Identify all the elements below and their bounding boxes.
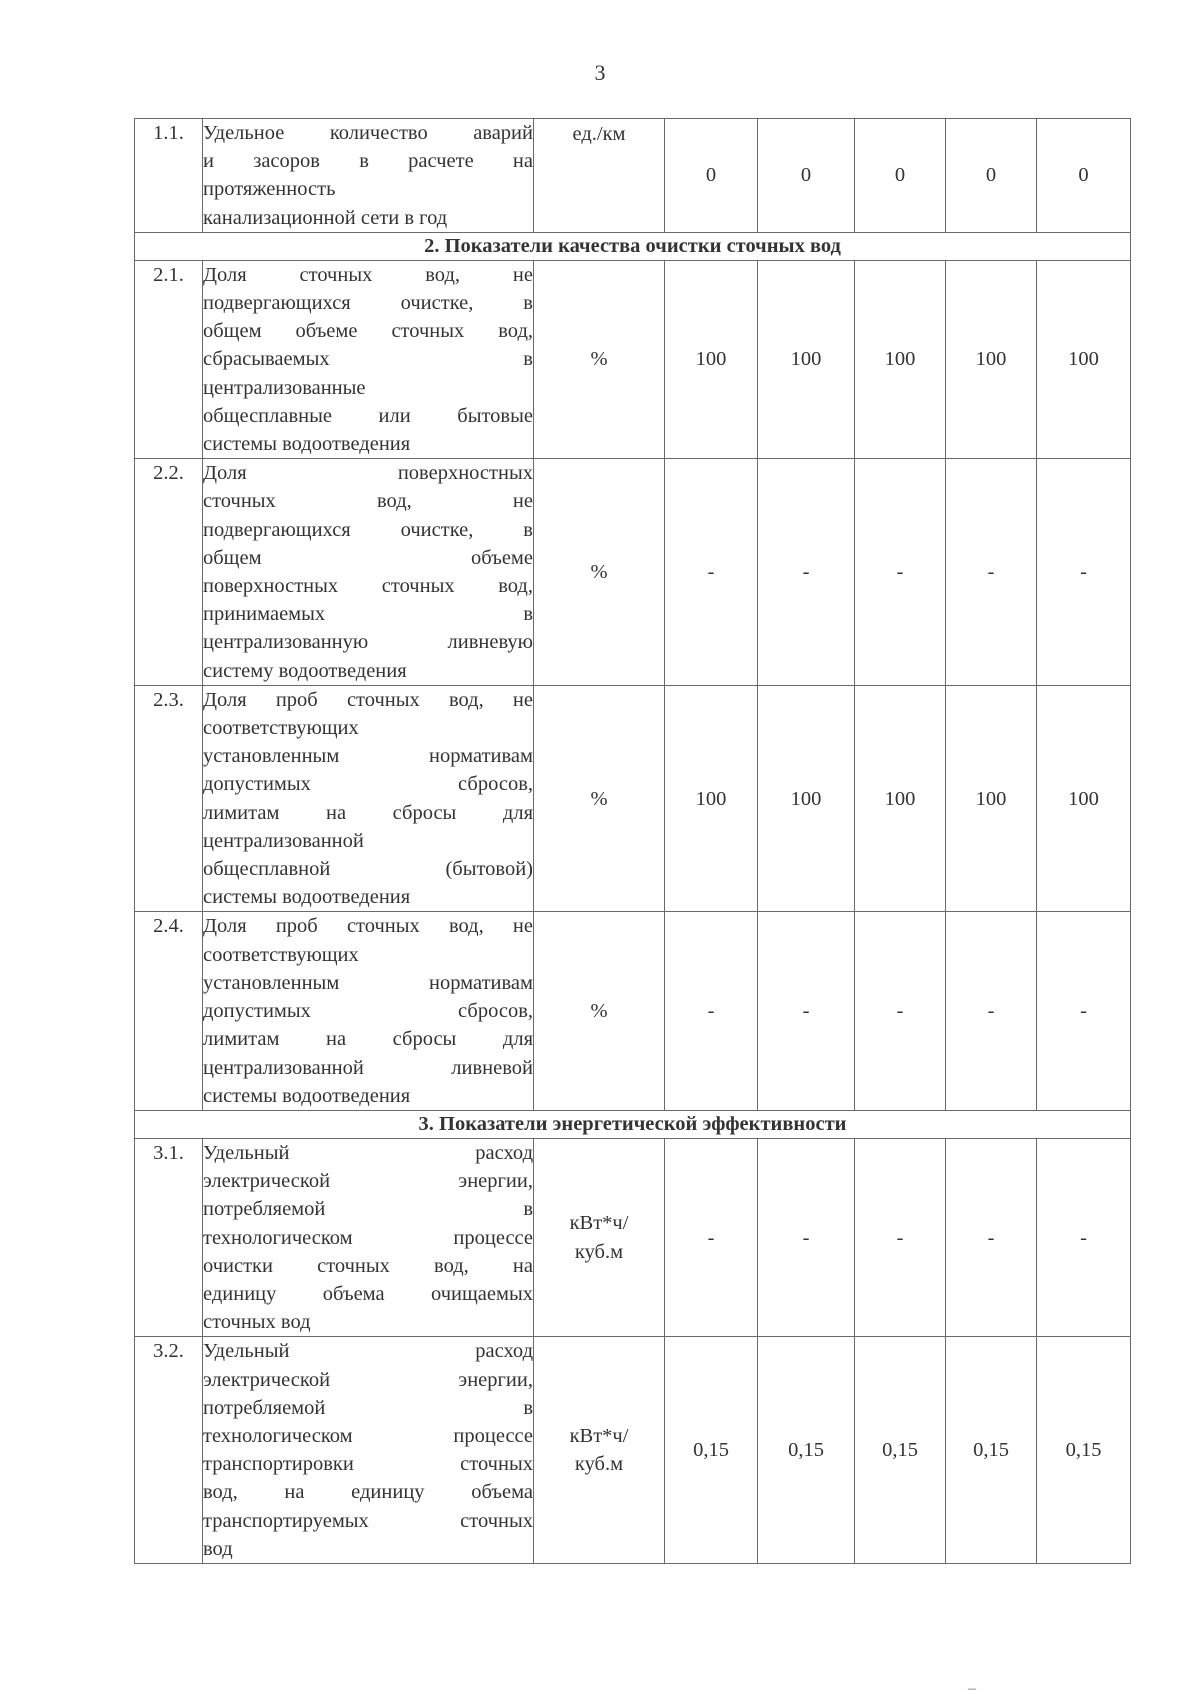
indicator-name [203, 459, 534, 686]
indicator-name-line: протяженность [203, 178, 336, 201]
indicator-name-line: допустимых сбросов, [203, 1000, 533, 1023]
unit-line: % [590, 1000, 608, 1023]
value-cell: 100 [1037, 260, 1131, 458]
value-cell: 100 [855, 260, 946, 458]
unit-cell [534, 260, 665, 458]
table-row [135, 260, 1131, 458]
unit-line: куб.м [574, 1240, 624, 1263]
indicator-name-line: подвергающихся очистке, в [203, 518, 533, 541]
indicator-name-line: общесплавной (бытовой) [203, 858, 533, 881]
value-cell: 0,15 [855, 1337, 946, 1564]
indicator-name-line: сточных вод [203, 1311, 311, 1334]
unit-line: куб.м [574, 1453, 624, 1476]
unit-line: ед./км [572, 123, 626, 145]
page-edge-mark: – [968, 1680, 976, 1697]
value-cell: - [855, 1138, 946, 1336]
indicator-name-line: канализационной сети в год [203, 206, 448, 229]
value-cell: 100 [855, 685, 946, 912]
indicator-name-line: системы водоотведения [203, 1084, 411, 1107]
indicator-name-line: Доля проб сточных вод, не [203, 688, 533, 711]
indicator-name-line: транспортировки сточных [203, 1453, 533, 1476]
unit-line: кВт*ч/ [569, 1212, 629, 1235]
value-cell: - [946, 912, 1037, 1110]
indicator-name-line: Доля сточных вод, не [203, 263, 533, 286]
row-number: 2.4. [135, 912, 203, 1110]
indicator-name-line: централизованной [203, 829, 364, 852]
indicator-name-line: Доля проб сточных вод, не [203, 915, 533, 938]
indicator-name-line: сбрасываемых в [203, 348, 533, 371]
indicator-name-line: Удельный расход [203, 1141, 533, 1164]
table-row [135, 119, 1131, 233]
indicator-name-line: лимитам на сбросы для [203, 801, 533, 824]
unit-line: % [590, 560, 608, 583]
indicator-name [203, 1138, 534, 1336]
value-cell: 0,15 [665, 1337, 758, 1564]
table-row [135, 912, 1131, 1110]
table-row [135, 1337, 1131, 1564]
indicator-name-line: сточных вод, не [203, 490, 533, 513]
row-number: 3.1. [135, 1138, 203, 1336]
row-number: 2.2. [135, 459, 203, 686]
value-cell: - [1037, 1138, 1131, 1336]
value-cell: 100 [665, 685, 758, 912]
value-cell: - [1037, 912, 1131, 1110]
indicators-table-body [135, 119, 1131, 1564]
indicator-name-line: единицу объема очищаемых [203, 1282, 533, 1305]
value-cell: 100 [758, 685, 855, 912]
indicator-name-line: общесплавные или бытовые [203, 404, 533, 427]
indicator-name-line: потребляемой в [203, 1198, 533, 1221]
row-number: 2.1. [135, 260, 203, 458]
value-cell: 0,15 [1037, 1337, 1131, 1564]
unit-cell [534, 1138, 665, 1336]
indicator-name-line: соответствующих [203, 717, 359, 740]
indicator-name-line: принимаемых в [203, 603, 533, 626]
value-cell: - [665, 459, 758, 686]
indicator-name-line: технологическом процессе [203, 1226, 533, 1249]
indicator-name-line: и засоров в расчете на [203, 150, 533, 173]
unit-cell [534, 685, 665, 912]
section-title: 2. Показатели качества очистки сточных вод [135, 232, 1131, 260]
value-cell: 0 [855, 119, 946, 233]
indicator-name-line: Удельный расход [203, 1340, 533, 1363]
indicator-name-line: электрической энергии, [203, 1170, 533, 1193]
section-title: 3. Показатели энергетической эффективности [135, 1110, 1131, 1138]
indicator-name-line: централизованную ливневую [203, 631, 533, 654]
indicator-name-line: установленным нормативам [203, 971, 533, 994]
value-cell: - [1037, 459, 1131, 686]
value-cell: - [946, 1138, 1037, 1336]
unit-cell [534, 119, 665, 233]
indicator-name-line: соответствующих [203, 943, 359, 966]
value-cell: - [946, 459, 1037, 686]
value-cell: 0 [758, 119, 855, 233]
indicator-name-line: систему водоотведения [203, 659, 407, 682]
indicator-name-line: Удельное количество аварий [203, 122, 533, 144]
indicator-name-line: электрической энергии, [203, 1368, 533, 1391]
indicator-name-line: централизованные [203, 376, 366, 399]
unit-line: кВт*ч/ [569, 1424, 629, 1447]
table-row [135, 1138, 1131, 1336]
indicator-name-line: вод, на единицу объема [203, 1481, 533, 1504]
indicator-name-line: допустимых сбросов, [203, 773, 533, 796]
indicator-name-line: системы водоотведения [203, 433, 411, 456]
value-cell: - [665, 1138, 758, 1336]
value-cell: 0 [1037, 119, 1131, 233]
indicator-name [203, 119, 534, 233]
indicator-name-line: централизованной ливневой [203, 1056, 533, 1079]
unit-cell [534, 459, 665, 686]
value-cell: 0,15 [758, 1337, 855, 1564]
value-cell: 0,15 [946, 1337, 1037, 1564]
row-number: 1.1. [135, 119, 203, 233]
section-header-row [135, 1110, 1131, 1138]
value-cell: - [855, 459, 946, 686]
value-cell: 100 [1037, 685, 1131, 912]
table-row [135, 459, 1131, 686]
indicator-name-line: транспортируемых сточных [203, 1509, 533, 1532]
unit-line: % [590, 787, 608, 810]
indicator-name [203, 260, 534, 458]
indicator-name-line: установленным нормативам [203, 745, 533, 768]
indicator-name-line: поверхностных сточных вод, [203, 575, 533, 598]
table-row [135, 685, 1131, 912]
section-header-row [135, 232, 1131, 260]
unit-line: % [590, 348, 608, 371]
value-cell: 0 [946, 119, 1037, 233]
row-number: 2.3. [135, 685, 203, 912]
value-cell: - [665, 912, 758, 1110]
indicators-table [134, 118, 1131, 1564]
indicator-name-line: потребляемой в [203, 1396, 533, 1419]
indicator-name-line: подвергающихся очистке, в [203, 292, 533, 315]
indicator-name-line: технологическом процессе [203, 1424, 533, 1447]
indicator-name-line: лимитам на сбросы для [203, 1028, 533, 1051]
value-cell: - [758, 912, 855, 1110]
value-cell: - [758, 459, 855, 686]
indicator-name-line: Доля поверхностных [203, 462, 533, 485]
indicator-name [203, 1337, 534, 1564]
unit-cell [534, 1337, 665, 1564]
indicator-name-line: общем объеме сточных вод, [203, 320, 533, 343]
value-cell: - [855, 912, 946, 1110]
indicator-name [203, 912, 534, 1110]
indicator-name-line: общем объеме [203, 546, 533, 569]
value-cell: 100 [946, 685, 1037, 912]
indicator-name [203, 685, 534, 912]
value-cell: 0 [665, 119, 758, 233]
value-cell: 100 [665, 260, 758, 458]
indicator-name-line: системы водоотведения [203, 886, 411, 909]
page-number: 3 [594, 60, 606, 85]
value-cell: 100 [946, 260, 1037, 458]
unit-cell [534, 912, 665, 1110]
value-cell: - [758, 1138, 855, 1336]
value-cell: 100 [758, 260, 855, 458]
indicator-name-line: вод [203, 1537, 233, 1560]
row-number: 3.2. [135, 1337, 203, 1564]
indicator-name-line: очистки сточных вод, на [203, 1254, 533, 1277]
